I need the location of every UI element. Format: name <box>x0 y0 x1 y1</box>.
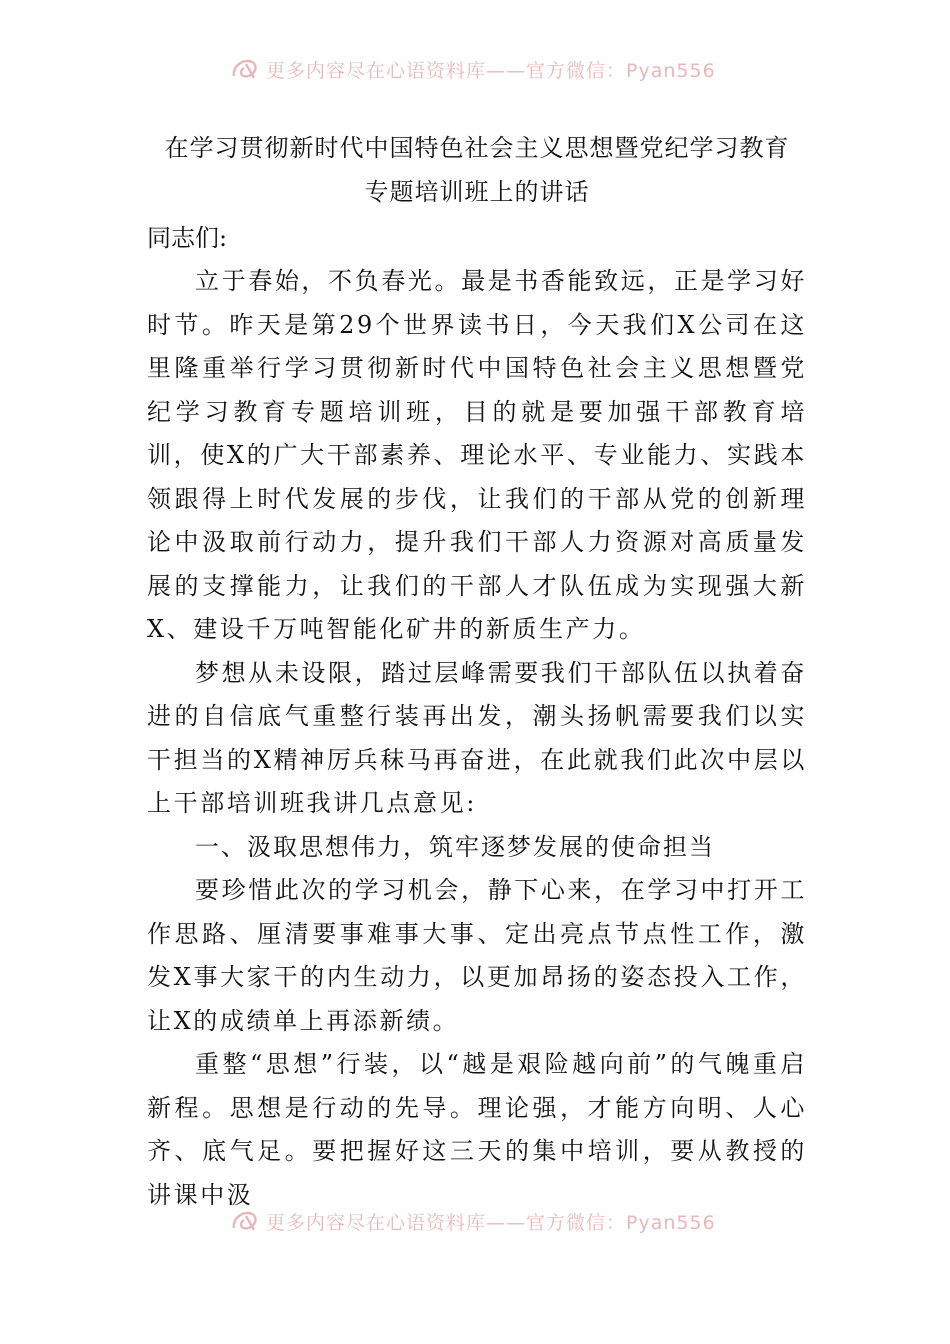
watermark-logo-icon <box>230 56 260 82</box>
document-title-line-2: 专题培训班上的讲话 <box>364 178 590 206</box>
section-heading: 一、汲取思想伟力，筑牢逐梦发展的使命担当 <box>195 832 715 861</box>
watermark-text: 更多内容尽在心语资料库——官方微信：Pyan556 <box>266 59 716 82</box>
watermark-text: 更多内容尽在心语资料库——官方微信：Pyan556 <box>266 1211 716 1234</box>
watermark-logo-icon <box>230 1208 260 1234</box>
section-paragraph-1: 要珍惜此次的学习机会，静下心来，在学习中打开工作思路、厘清要事难事大事、定出亮点节点性工作，激发X事大家干的内生动力，以更加昂扬的姿态投入工作，让X的成绩单上再添新绩。 <box>147 876 807 1035</box>
paragraph-1: 立于春始，不负春光。最是书香能致远，正是学习好时节。昨天是第29个世界读书日，今天我们X公司在这里隆重举行学习贯彻新时代中国特色社会主义思想暨党纪学习教育专题培训班，目的就是要加强干部教育培训，使X的广大干部素养、理论水平、专业能力、实践本领跟得上时代发展的步伐，让我们的干部从党的创新理论中汲取前行动力，提升我们干部人力资源对高质量发展的支撑能力，让我们的干部人才队伍成为实现强大新X、建设千万吨智能化矿井的新质生产力。 <box>147 267 807 643</box>
document-body <box>147 126 807 1217</box>
section-paragraph-2: 重整“思想”行装，以“越是艰险越向前”的气魄重启新程。思想是行动的先导。理论强，才能方向明、人心齐、底气足。要把握好这三天的集中培训，要从教授的讲课中汲 <box>147 1050 807 1209</box>
footer-watermark <box>230 1206 750 1236</box>
paragraph-2: 梦想从未设限，踏过层峰需要我们干部队伍以执着奋进的自信底气重整行装再出发，潮头扬帆需要我们以实干担当的X精神厉兵秣马再奋进，在此就我们此次中层以上干部培训班我讲几点意见: <box>147 658 807 817</box>
salutation: 同志们: <box>147 224 228 252</box>
header-watermark <box>230 54 750 84</box>
document-title-line-1: 在学习贯彻新时代中国特色社会主义思想暨党纪学习教育 <box>164 134 790 162</box>
